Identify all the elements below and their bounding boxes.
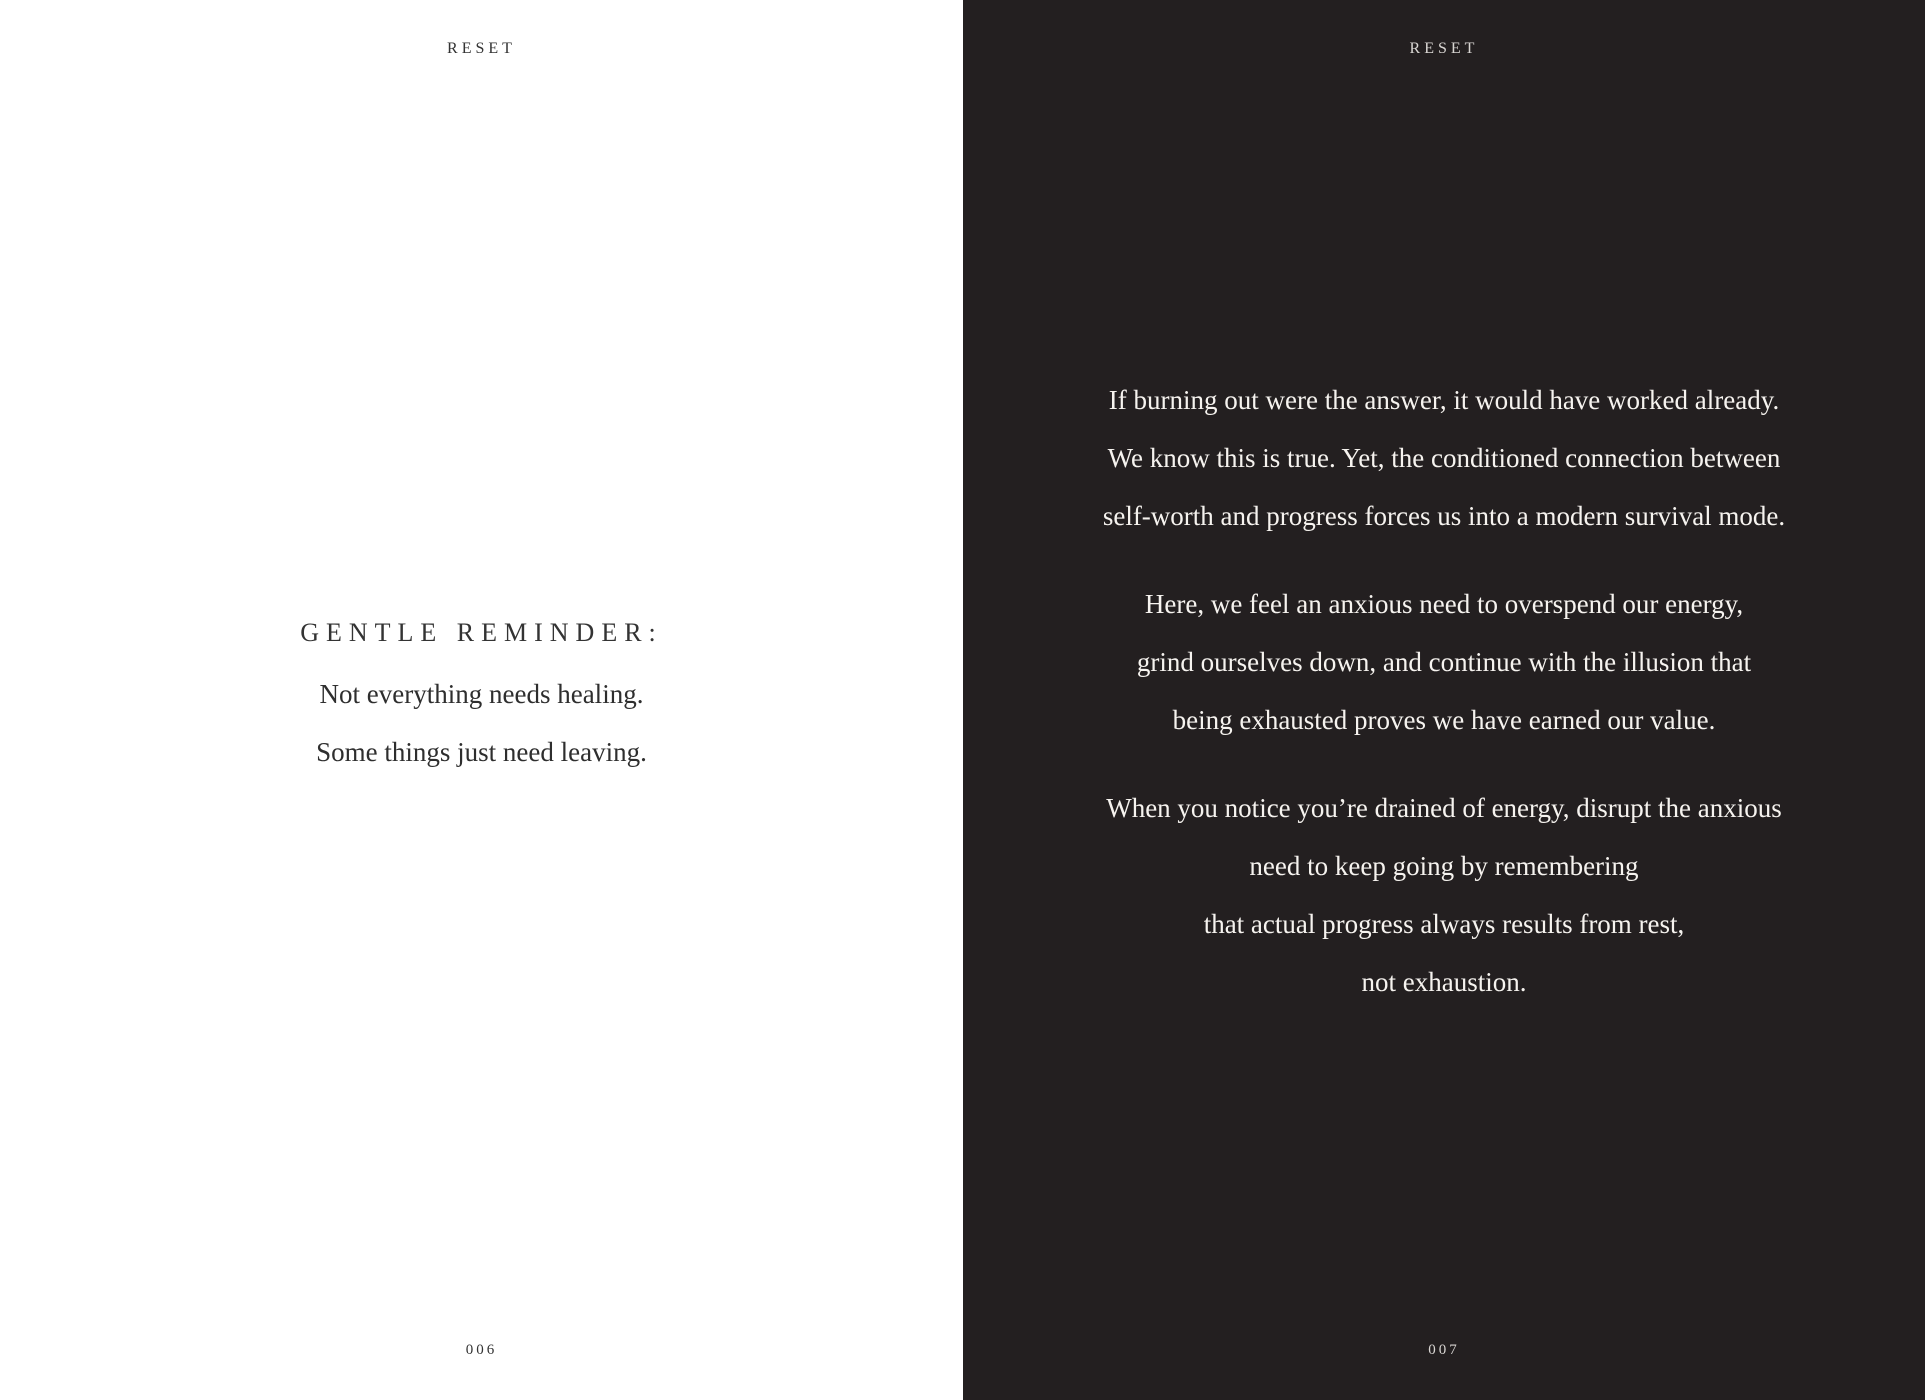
page-number-right: 007: [1428, 1342, 1460, 1358]
paragraph-1-line-2: We know this is true. Yet, the conditioned connection between: [1107, 443, 1781, 473]
paragraph-3-line-2: need to keep going by remembering: [1249, 851, 1639, 881]
paragraph-3: [1023, 779, 1865, 1011]
paragraph-2-line-1: Here, we feel an anxious need to overspend our energy,: [1144, 589, 1744, 619]
page-number-left: 006: [465, 1342, 498, 1358]
body-text: [1023, 371, 1865, 1041]
paragraph-2-line-3: being exhausted proves we have earned our value.: [1172, 705, 1716, 735]
paragraph-3-line-1: When you notice you’re drained of energy, disrupt the anxious: [1106, 793, 1782, 823]
paragraph-1-line-3: self-worth and progress forces us into a modern survival mode.: [1102, 501, 1786, 531]
paragraph-2-line-2: grind ourselves down, and continue with the illusion that: [1136, 647, 1752, 677]
gentle-reminder-quote: [0, 615, 963, 781]
quote-heading: GENTLE REMINDER:: [300, 618, 663, 647]
quote-line-2: Some things just need leaving.: [316, 737, 647, 767]
quote-line-1: Not everything needs healing.: [319, 679, 644, 709]
running-head-right: RESET: [1409, 40, 1479, 57]
paragraph-1: [1023, 371, 1865, 545]
running-head-left: RESET: [447, 40, 516, 57]
paragraph-2: [1023, 575, 1865, 749]
paragraph-1-line-1: If burning out were the answer, it would have worked already.: [1108, 385, 1780, 415]
paragraph-3-line-4: not exhaustion.: [1361, 967, 1527, 997]
right-page: [963, 0, 1925, 1400]
paragraph-3-line-3: that actual progress always results from rest,: [1203, 909, 1685, 939]
